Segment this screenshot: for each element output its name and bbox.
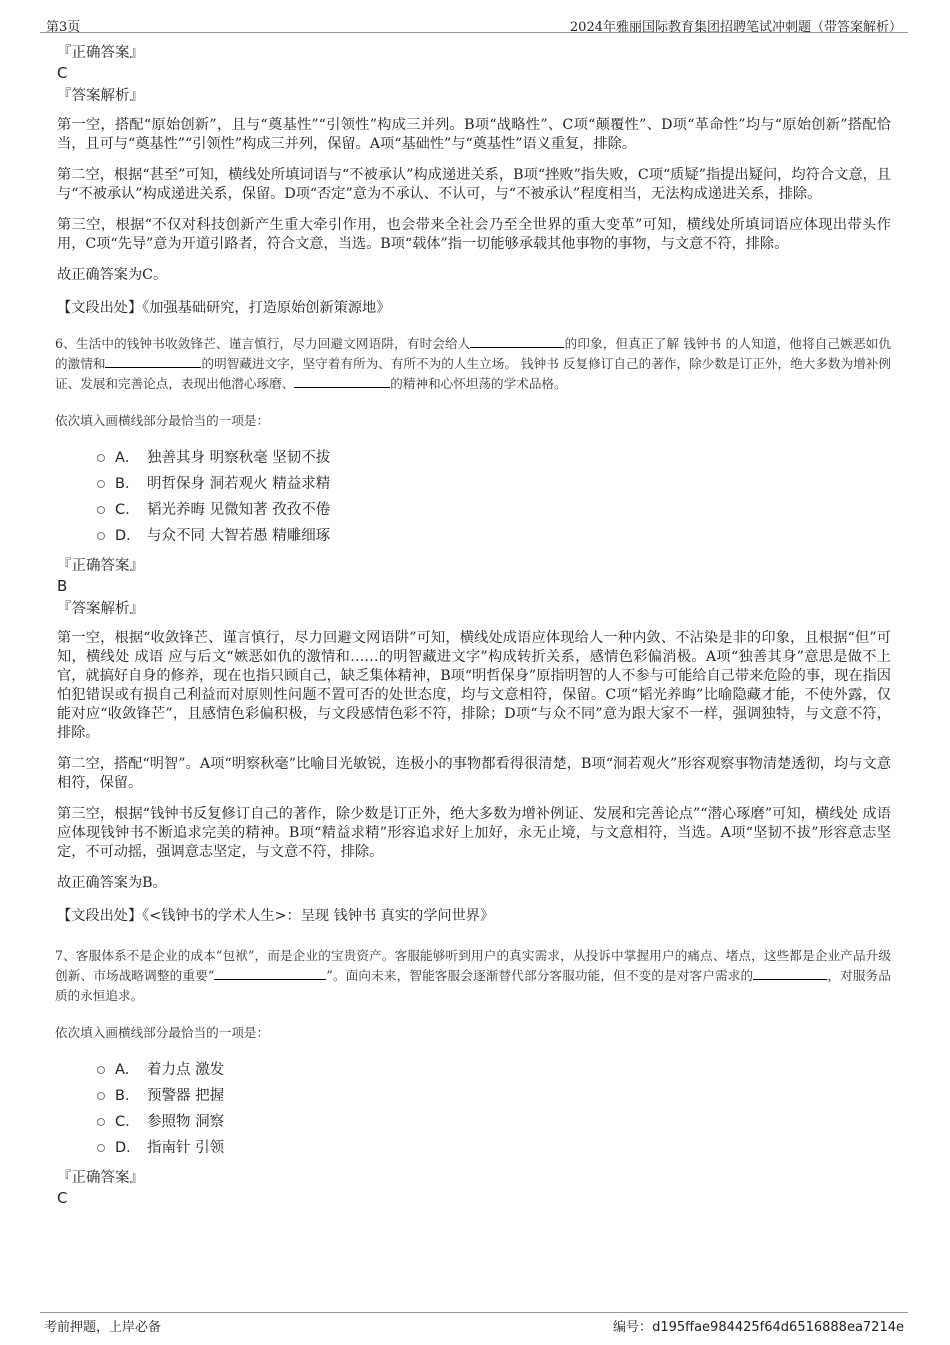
q5-analysis-3: 第三空，根据“不仅对科技创新产生重大牵引作用，也会带来全社会乃至全世界的重大变革”可知，横线处所填词语应体现出带头作用，C项“先导”意为开道引路者，符合文意，当选。B项“载体”指一切能够承载其他事物的事物，与文意不符，排除。 <box>57 217 891 252</box>
option-a[interactable]: A． 着力点 激发 <box>97 1055 891 1081</box>
blank <box>105 354 201 368</box>
q6-stem: 6、生活中的钱钟书收敛锋芒、谨言慎行，尽力回避文网语阱，有时会给人 的印象，但真正了解 钱钟书 的人知道，他将自己嫉恶如仇的激情和 的明智藏进文字，坚守着有所为、有所不为的人生立场。 钱钟书 反复修订自己的著作，除少数是订正外，绝大多数为增补例证、发展和完善论点，表现出他潜心琢磨、 的精神和心怀坦荡的学术品格。 <box>55 336 891 391</box>
radio-icon[interactable] <box>97 454 105 462</box>
document-body <box>55 44 891 1212</box>
correct-answer-label: 『正确答案』 <box>57 558 144 574</box>
radio-icon[interactable] <box>97 1092 105 1100</box>
option-b[interactable]: B． 预警器 把握 <box>97 1081 891 1107</box>
q6-analysis-2: 第二空，搭配“明智”。A项“明察秋毫”比喻目光敏锐，连极小的事物都看得很清楚，B项“洞若观火”形容观察事物清楚透彻，均与文意相符，保留。 <box>57 756 891 791</box>
footer-slogan: 考前押题，上岸必备 <box>44 1320 162 1335</box>
document-title: 2024年雅丽国际教育集团招聘笔试冲刺题（带答案解析） <box>569 20 902 35</box>
radio-icon[interactable] <box>97 506 105 514</box>
document-code: 编号：d195ffae984425f64d6516888ea7214e <box>613 1320 904 1335</box>
option-d[interactable]: D． 指南针 引领 <box>97 1133 891 1159</box>
page-footer <box>40 1312 908 1337</box>
page-header <box>40 8 908 33</box>
q5-answer: C <box>57 64 68 82</box>
option-b[interactable]: B． 明哲保身 洞若观火 精益求精 <box>97 469 891 495</box>
analysis-label: 『答案解析』 <box>57 601 144 617</box>
q7-instruction: 依次填入画横线部分最恰当的一项是： <box>55 1025 270 1040</box>
q6-analysis-1: 第一空，根据“收敛锋芒、谨言慎行，尽力回避文网语阱”可知，横线处成语应体现给人一种内敛、不沾染是非的印象，且根据“但”可知，横线处 成语 应与后文“嫉恶如仇的激情和……的明智藏进文字”构成转折关系，感情色彩偏消极。A项“独善其身”意思是做不上官，就搞好自身的修养，现在也指只顾自己，缺乏集体精神，B项“明哲保身”原指明智的人不参与可能给自己带来危险的事，现在指因怕犯错误或有损自己利益而对原则性问题不置可否的处世态度，均与文意相符，保留。C项“韬光养晦”比喻隐藏才能，不使外露，仅能对应“收敛锋芒”，且感情色彩偏积极，与文段感情色彩不符，排除；D项“与众不同”意为跟大家不一样，强调独特，与文意不符，排除。 <box>57 630 891 741</box>
option-c[interactable]: C． 韬光养晦 见微知著 孜孜不倦 <box>97 495 891 521</box>
q7-answer: C <box>57 1189 68 1207</box>
q5-source: 【文段出处】《加强基础研究，打造原始创新策源地》 <box>57 300 391 316</box>
option-c[interactable]: C． 参照物 洞察 <box>97 1107 891 1133</box>
option-d[interactable]: D． 与众不同 大智若愚 精雕细琢 <box>97 521 891 547</box>
analysis-label: 『答案解析』 <box>57 88 144 104</box>
blank <box>753 966 827 980</box>
q5-analysis-1: 第一空，搭配“原始创新”，且与“奠基性”“引领性”构成三并列。B项“战略性”、C项“颠覆性”、D项“革命性”均与“原始创新”搭配恰当，且可与“奠基性”“引领性”构成三并列，保留。A项“基础性”与“奠基性”语义重复，排除。 <box>57 117 891 152</box>
q7-stem: 7、客服体系不是企业的成本“包袱”，而是企业的宝贵资产。客服能够听到用户的真实需求，从投诉中掌握用户的痛点、堵点，这些都是企业产品升级创新、市场战略调整的重要“ ”。面向未来，智能客服会逐渐替代部分客服功能，但不变的是对客户需求的 ，对服务品质的永恒追求。 <box>55 948 891 1003</box>
q6-analysis-3: 第三空，根据“钱钟书反复修订自己的著作，除少数是订正外，绝大多数为增补例证、发展和完善论点”“潜心琢磨”可知，横线处 成语 应体现钱钟书不断追求完美的精神。B项“精益求精”形容追求好上加好，永无止境，与文意相符，当选。A项“坚韧不拔”形容意志坚定，不可动摇，强调意志坚定，与文意不符，排除。 <box>57 806 891 860</box>
radio-icon[interactable] <box>97 480 105 488</box>
q7-options <box>97 1055 891 1159</box>
q5-analysis-2: 第二空，根据“甚至”可知，横线处所填词语与“不被承认”构成递进关系，B项“挫败”指失败，C项“质疑”指提出疑问，均符合文意，且与“不被承认”构成递进关系，保留。D项“否定”意为不承认、不认可，与“不被承认”程度相当，无法构成递进关系，排除。 <box>57 167 891 202</box>
blank <box>294 374 390 388</box>
blank <box>470 334 564 348</box>
radio-icon[interactable] <box>97 1066 105 1074</box>
q6-instruction: 依次填入画横线部分最恰当的一项是： <box>55 413 270 428</box>
q5-conclusion: 故正确答案为C。 <box>57 267 168 283</box>
radio-icon[interactable] <box>97 1144 105 1152</box>
q6-source: 【文段出处】《<钱钟书的学术人生>：呈现 钱钟书 真实的学问世界》 <box>57 908 495 924</box>
blank <box>214 966 326 980</box>
radio-icon[interactable] <box>97 532 105 540</box>
q6-conclusion: 故正确答案为B。 <box>57 875 167 891</box>
q6-answer: B <box>57 577 68 595</box>
correct-answer-label: 『正确答案』 <box>57 45 144 61</box>
radio-icon[interactable] <box>97 1118 105 1126</box>
q6-options <box>97 443 891 547</box>
page-number: 第3页 <box>46 20 81 35</box>
option-a[interactable]: A． 独善其身 明察秋毫 坚韧不拔 <box>97 443 891 469</box>
correct-answer-label: 『正确答案』 <box>57 1170 144 1186</box>
